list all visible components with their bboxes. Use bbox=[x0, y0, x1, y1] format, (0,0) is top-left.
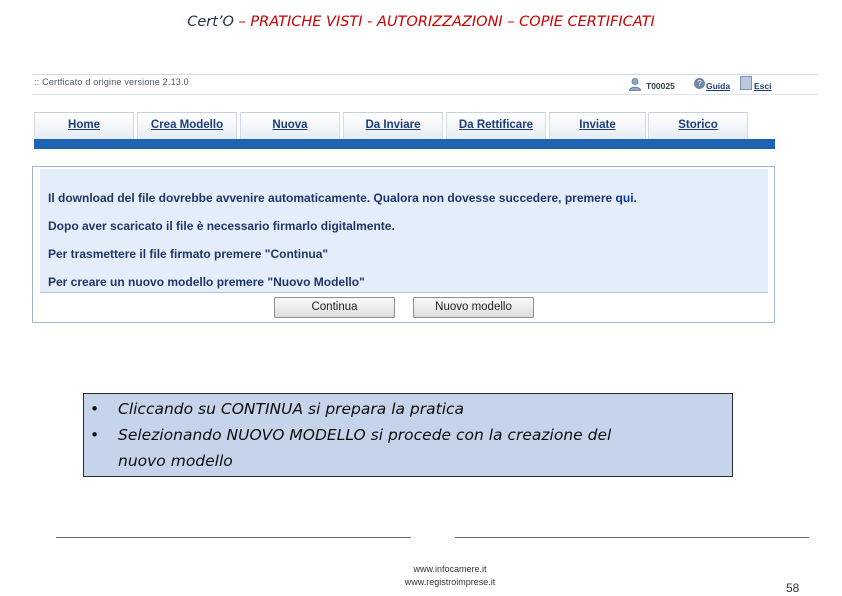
new-model-button[interactable]: Nuovo modello bbox=[413, 297, 534, 318]
message-box bbox=[40, 169, 768, 293]
page-number: 58 bbox=[786, 581, 800, 595]
exit-icon[interactable] bbox=[740, 76, 752, 90]
tab-storico[interactable] bbox=[648, 112, 748, 139]
message-continue-hint: Per trasmettere il file firmato premere "Continua" bbox=[48, 247, 329, 261]
callout-bullet-1-text: Cliccando su CONTINUA si prepara la pratica bbox=[118, 400, 465, 418]
callout-box bbox=[83, 393, 733, 477]
nav-tabs bbox=[34, 112, 816, 139]
help-icon[interactable]: ? bbox=[694, 78, 705, 89]
tab-crea-modello[interactable] bbox=[137, 112, 237, 139]
app-screenshot bbox=[32, 74, 818, 150]
tab-home-label[interactable]: Home bbox=[68, 119, 100, 131]
callout-bullet-2-text: Selezionando NUOVO MODELLO si procede con la creazione del bbox=[118, 426, 612, 444]
exit-link[interactable]: Esci bbox=[754, 81, 772, 91]
user-icon bbox=[628, 77, 642, 91]
slide-title bbox=[0, 14, 842, 30]
footer-rule-right bbox=[455, 537, 809, 538]
footer-rule-left bbox=[56, 537, 411, 538]
tab-crea-modello-label[interactable]: Crea Modello bbox=[150, 119, 224, 131]
callout-bullet-2-text-cont: nuovo modello bbox=[118, 452, 233, 470]
message-sign: Dopo aver scaricato il file è necessario firmarlo digitalmente. bbox=[48, 219, 395, 233]
continue-button[interactable]: Continua bbox=[274, 297, 395, 318]
header-divider bbox=[32, 94, 818, 95]
tab-da-rettificare[interactable] bbox=[446, 112, 546, 139]
tab-nuova[interactable] bbox=[240, 112, 340, 139]
slide-title-prefix: Cert’O bbox=[187, 14, 234, 30]
message-new-model-hint: Per creare un nuovo modello premere "Nuovo Modello" bbox=[48, 275, 365, 289]
footer-url-registroimprese[interactable]: www.registroimprese.it bbox=[404, 577, 496, 587]
tab-da-rettificare-label[interactable]: Da Rettificare bbox=[458, 119, 534, 131]
app-top-border bbox=[32, 74, 818, 75]
bullet-glyph: • bbox=[90, 400, 100, 418]
tab-nuova-label[interactable]: Nuova bbox=[272, 119, 308, 131]
bullet-glyph: • bbox=[90, 426, 100, 444]
tab-inviate-label[interactable]: Inviate bbox=[579, 119, 616, 131]
tab-da-inviare-label[interactable]: Da Inviare bbox=[365, 119, 421, 131]
tab-home[interactable] bbox=[34, 112, 134, 139]
footer-url-infocamere[interactable]: www.infocamere.it bbox=[413, 564, 487, 574]
message-download bbox=[48, 191, 637, 205]
message-download-end: . bbox=[633, 191, 637, 205]
help-link[interactable]: Guida bbox=[706, 81, 731, 91]
message-panel bbox=[32, 166, 775, 323]
nav-bar-strip bbox=[34, 139, 775, 149]
user-code: T00025 bbox=[646, 81, 675, 91]
slide-title-rest: – PRATICHE VISTI - AUTORIZZAZIONI – COPIE CERTIFICATI bbox=[233, 14, 655, 30]
tab-inviate[interactable] bbox=[549, 112, 646, 139]
app-version-label: :: Certficato d origine versione 2.13.0 bbox=[34, 77, 189, 87]
download-here-link[interactable]: qui bbox=[615, 191, 634, 205]
message-download-text: Il download del file dovrebbe avvenire automaticamente. Qualora non dovesse succedere, premere bbox=[48, 191, 616, 205]
tab-da-inviare[interactable] bbox=[343, 112, 443, 139]
tab-storico-label[interactable]: Storico bbox=[678, 119, 718, 131]
